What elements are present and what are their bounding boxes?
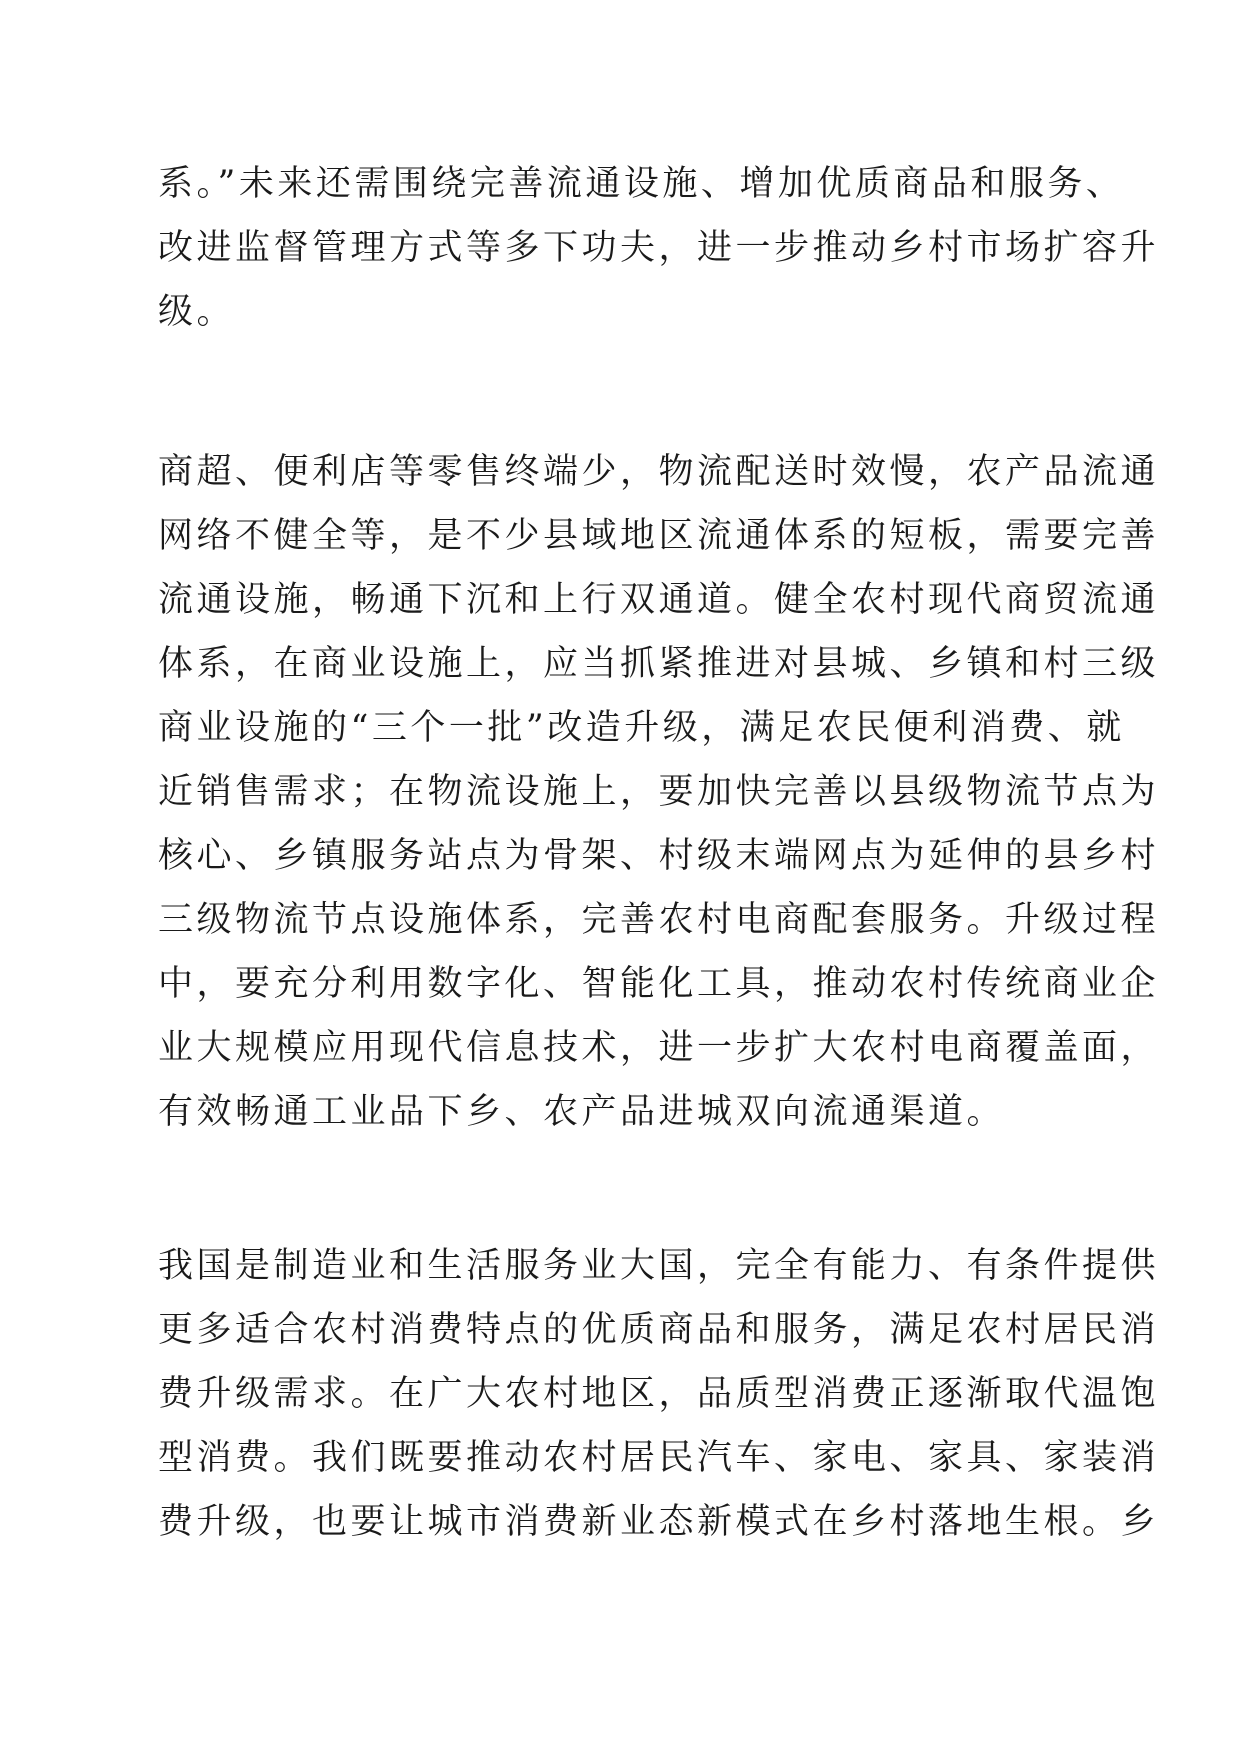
text-line: 商业设施的“三个一批”改造升级，满足农民便利消费、就 [158,708,1125,748]
text-line: 我国是制造业和生活服务业大国，完全有能力、有条件提供 [158,1246,1160,1286]
text-line: 级。 [158,292,236,332]
text-line: 体系，在商业设施上，应当抓紧推进对县城、乡镇和村三级 [158,644,1160,684]
text-line: 费升级需求。在广大农村地区，品质型消费正逐渐取代温饱 [158,1374,1160,1414]
text-line: 核心、乡镇服务站点为骨架、村级末端网点为延伸的县乡村 [158,836,1160,876]
text-line: 费升级，也要让城市消费新业态新模式在乡村落地生根。乡 [158,1502,1160,1542]
text-line: 业大规模应用现代信息技术，进一步扩大农村电商覆盖面， [158,1028,1160,1068]
text-line: 系。”未来还需围绕完善流通设施、增加优质商品和服务、 [158,164,1125,204]
text-line: 三级物流节点设施体系，完善农村电商配套服务。升级过程 [158,900,1160,940]
text-line: 商超、便利店等零售终端少，物流配送时效慢，农产品流通 [158,452,1160,492]
text-line: 近销售需求；在物流设施上，要加快完善以县级物流节点为 [158,772,1160,812]
text-line: 更多适合农村消费特点的优质商品和服务，满足农村居民消 [158,1310,1160,1350]
text-line: 中，要充分利用数字化、智能化工具，推动农村传统商业企 [158,964,1160,1004]
paragraph-1 [158,152,1160,344]
text-line: 型消费。我们既要推动农村居民汽车、家电、家具、家装消 [158,1438,1160,1478]
text-line: 有效畅通工业品下乡、农产品进城双向流通渠道。 [158,1092,1006,1132]
paragraph-3 [158,1234,1160,1554]
text-line: 改进监督管理方式等多下功夫，进一步推动乡村市场扩容升 [158,228,1160,268]
paragraph-2 [158,440,1160,1144]
text-line: 流通设施，畅通下沉和上行双通道。健全农村现代商贸流通 [158,580,1160,620]
text-line: 网络不健全等，是不少县域地区流通体系的短板，需要完善 [158,516,1160,556]
